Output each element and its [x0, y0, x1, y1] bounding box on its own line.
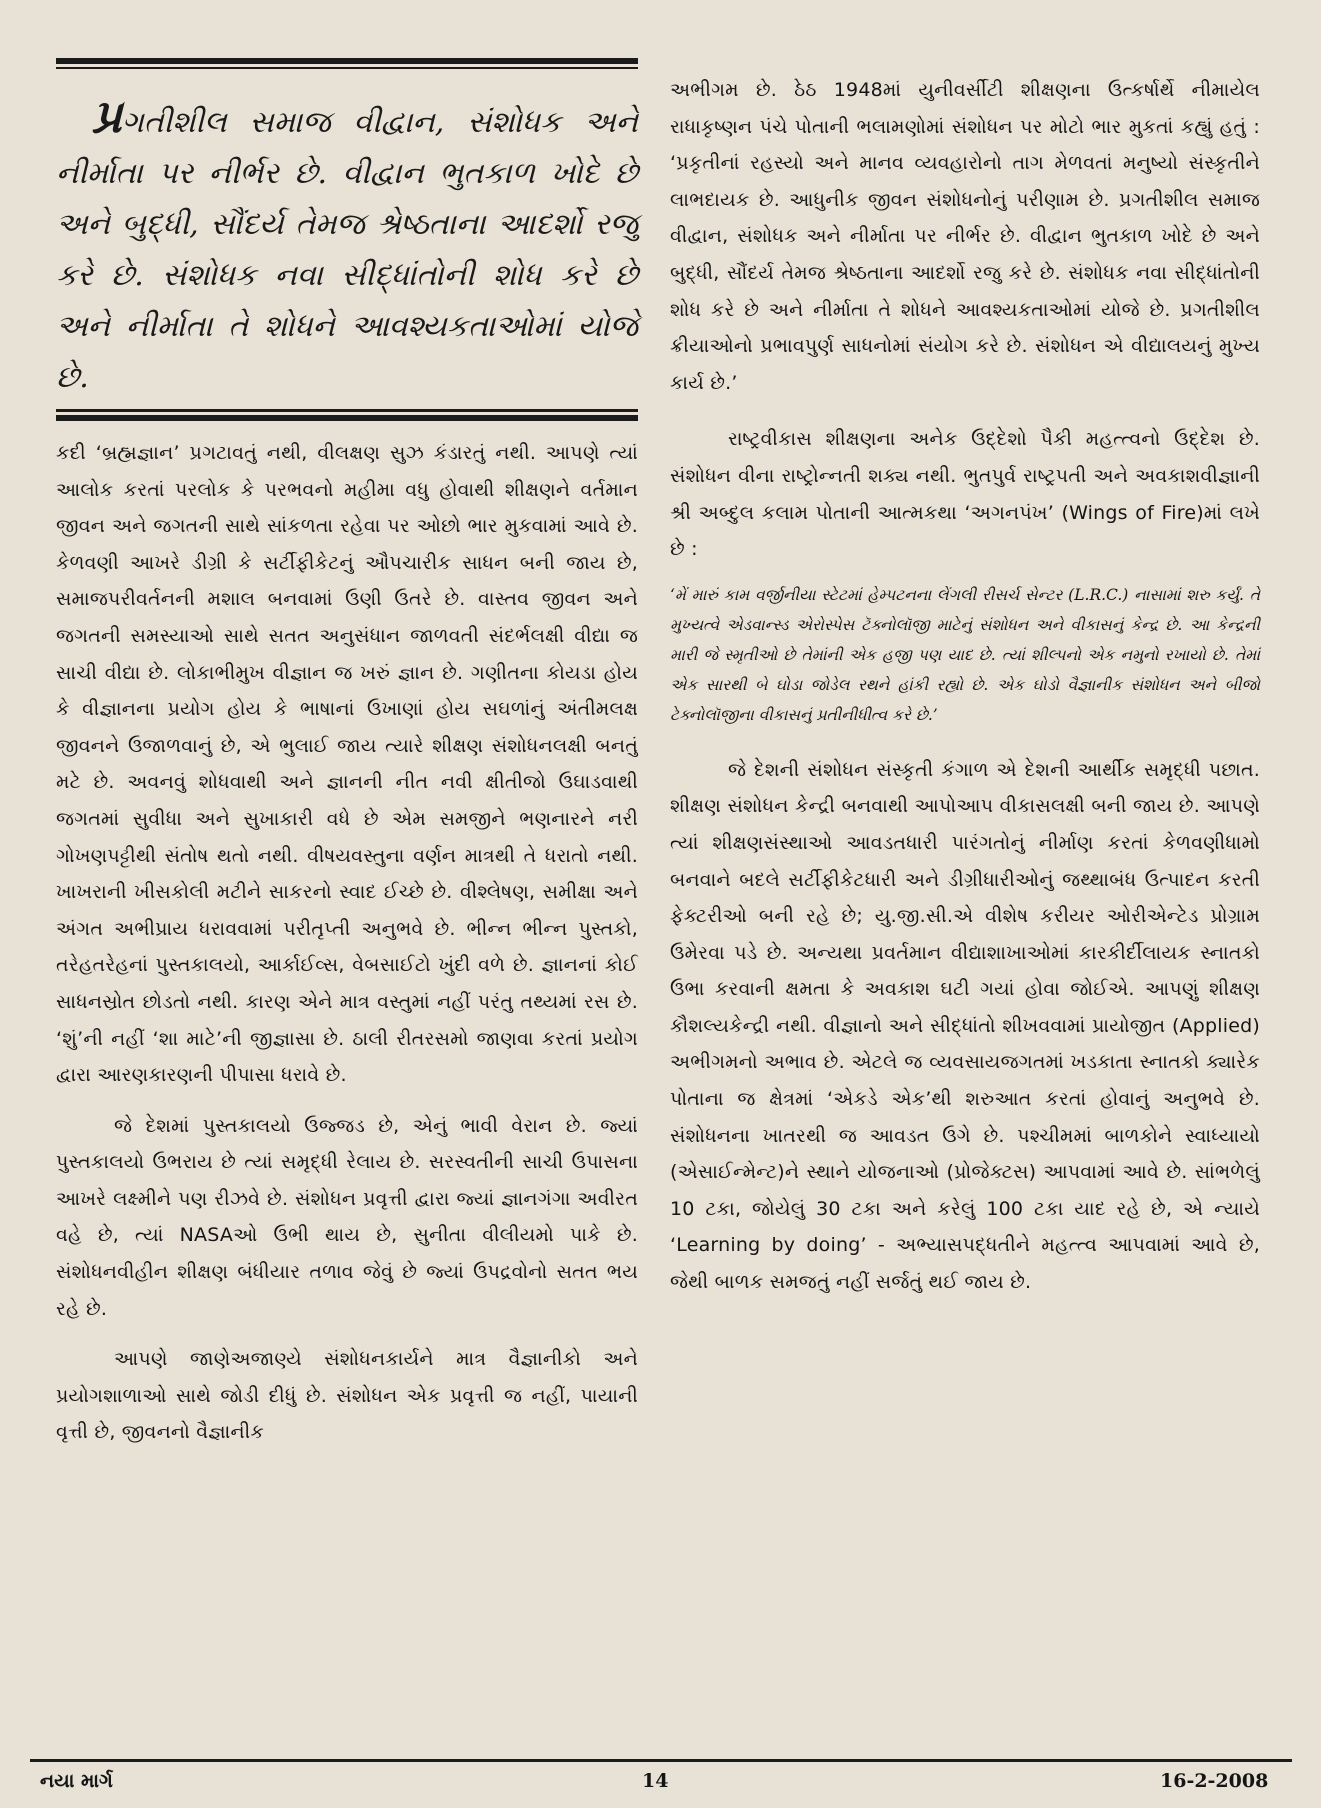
right-paragraph-3: જે દેશની સંશોધન સંસ્કૃતી કંગાળ એ દેશની આર્થીક સમૃદ્ધી પછાત. શીક્ષણ સંશોધન કેન્દ્રી બનવાથી આપોઆપ વીકાસલક્ષી બની જાય છે. આપણે ત્યાં શીક્ષણસંસ્થાઓ આવડતધારી પારંગતોનું નીર્માણ કરતાં કેળવણીધામો બનવાને બદલે સર્ટીફીકેટધારી અને ડીગ્રીધારીઓનું જથ્થાબંધ ઉત્પાદન કરતી ફેક્ટરીઓ બની રહે છે; યુ.જી.સી.એ વીશેષ કરીયર ઓરીએન્ટેડ પ્રોગ્રામ ઉમેરવા પડે છે. અન્યથા પ્રવર્તમાન વીદ્યાશાખાઓમાં કારકીર્દીલાયક સ્નાતકો ઉભા કરવાની ક્ષમતા કે અવકાશ ઘટી ગયાં હોવા જોઈએ. આપણું શીક્ષણ કૌશલ્યકેન્દ્રી નથી. વીજ્ઞાનો અને સીદ્ધાંતો શીખવવામાં પ્રાયોજીત (Applied) અભીગમનો અભાવ છે. એટલે જ વ્યવસાયજગતમાં ખડકાતા સ્નાતકો ક્યારેક પોતાના જ ક્ષેત્રમાં ‘એકડે એક’થી શરુઆત કરતાં હોવાનું અનુભવે છે. સંશોધનના ખાતરથી જ આવડત ઉગે છે. પશ્ચીમમાં બાળકોને સ્વાધ્યાયો (એસાઈન્મેન્ટ)ને સ્થાને યોજનાઓ (પ્રોજેક્ટસ) આપવામાં આવે છે. સાંભળેલું 10 ટકા, જોયેલું 30 ટકા અને કરેલું 100 ટકા યાદ રહે છે, એ ન્યાયે ‘Learning by doing’ - અભ્યાસપદ્ધતીને મહત્ત્વ આપવામાં આવે છે, જેથી બાળક સમજતું નહીં સર્જતું થઈ જાય છે.: [670, 758, 1260, 1294]
left-paragraph-2: જે દેશમાં પુસ્તકાલયો ઉજ્જડ છે, એનું ભાવી વેરાન છે. જ્યાં પુસ્તકાલયો ઉભરાય છે ત્યાં સમૃદ્ધી રેલાય છે. સરસ્વતીની સાચી ઉપાસના આખરે લક્ષ્મીને પણ રીઝવે છે. સંશોધન પ્રવૃત્તી દ્વારા જ્યાં જ્ઞાનગંગા અવીરત વહે છે, ત્યાં NASAઓ ઉભી થાય છે, સુનીતા વીલીયમો પાકે છે. સંશોધનવીહીન શીક્ષણ બંધીયાર તળાવ જેવું છે જ્યાં ઉપદ્રવોનો સતત ભય રહે છે.: [56, 1114, 638, 1320]
right-column: [670, 72, 1260, 1301]
right-paragraph-1: અભીગમ છે. ઠેઠ 1948માં યુનીવર્સીટી શીક્ષણના ઉત્કર્ષાર્થે નીમાયેલ રાધાકૃષ્ણન પંચે પોતાની ભલામણોમાં સંશોધન પર મોટો ભાર મુકતાં કહ્યું હતું : ‘પ્રકૃતીનાં રહસ્યો અને માનવ વ્યવહારોનો તાગ મેળવતાં મનુષ્યો સંસ્કૃતીને લાભદાયક છે. આધુનીક જીવન સંશોધનોનું પરીણામ છે. પ્રગતીશીલ સમાજ વીદ્વાન, સંશોધક અને નીર્માતા પર નીર્ભર છે. વીદ્વાન ભુતકાળ ખોદે છે અને બુદ્ધી, સૌંદર્ય તેમજ શ્રેષ્ઠતાના આદર્શો રજુ કરે છે. સંશોધક નવા સીદ્ધાંતોની શોધ કરે છે અને નીર્માતા તે શોધને આવશ્યકતાઓમાં યોજે છે. પ્રગતીશીલ ક્રીયાઓનો પ્રભાવપુર્ણ સાધનોમાં સંયોગ કરે છે. સંશોધન એ વીદ્યાલયનું મુખ્ય કાર્ય છે.’: [670, 79, 1260, 394]
page-number: 14: [642, 1770, 669, 1792]
pullquote-top-rule-thin: [56, 67, 638, 69]
left-paragraph-3: આપણે જાણેઅજાણ્યે સંશોધનકાર્યને માત્ર વૈજ્ઞાનીકો અને પ્રયોગશાળાઓ સાથે જોડી દીધું છે. સંશોધન એક પ્રવૃત્તી જ નહીં, પાયાની વૃત્તી છે, જીવનનો વૈજ્ઞાનીક: [56, 1348, 638, 1444]
left-paragraph-1: કદી ‘બ્રહ્મજ્ઞાન’ પ્રગટાવતું નથી, વીલક્ષણ સુઝ કંડારતું નથી. આપણે ત્યાં આલોક કરતાં પરલોક કે પરભવનો મહીમા વધુ હોવાથી શીક્ષણને વર્તમાન જીવન અને જગતની સાથે સાંકળતા રહેવા પર ઓછો ભાર મુકવામાં આવે છે. કેળવણી આખરે ડીગ્રી કે સર્ટીફીકેટનું ઔપચારીક સાધન બની જાય છે, સમાજપરીવર્તનની મશાલ બનવામાં ઉણી ઉતરે છે. વાસ્તવ જીવન અને જગતની સમસ્યાઓ સાથે સતત અનુસંધાન જાળવતી સંદર્ભલક્ષી વીદ્યા જ સાચી વીદ્યા છે. લોકાભીમુખ વીજ્ઞાન જ ખરું જ્ઞાન છે. ગણીતના કોયડા હોય કે વીજ્ઞાનના પ્રયોગ હોય કે ભાષાનાં ઉખાણાં હોય સઘળાંનું અંતીમલક્ષ જીવનને ઉજાળવાનું છે, એ ભુલાઈ જાય ત્યારે શીક્ષણ સંશોધનલક્ષી બનતું મટે છે. અવનવું શોધવાથી અને જ્ઞાનની નીત નવી ક્ષીતીજો ઉઘાડવાથી જગતમાં સુવીધા અને સુખાકારી વધે છે એમ સમજીને ભણનારને નરી ગોખણપટ્ટીથી સંતોષ થતો નથી. વીષયવસ્તુના વર્ણન માત્રથી તે ધરાતો નથી. ખાખરાની ખીસકોલી મટીને સાકરનો સ્વાદ ઈચ્છે છે. વીશ્લેષણ, સમીક્ષા અને અંગત અભીપ્રાય ધરાવવામાં પરીતૃપ્તી અનુભવે છે. ભીન્ન ભીન્ન પુસ્તકો, તરેહતરેહનાં પુસ્તકાલયો, આર્કાઈવ્સ, વેબસાઈટો ખુંદી વળે છે. જ્ઞાનનાં કોઈ સાધનસ્રોત છોડતો નથી. કારણ એને માત્ર વસ્તુમાં નહીં પરંતુ તથ્યમાં રસ છે. ‘શું’ની નહીં ‘શા માટે’ની જીજ્ઞાસા છે. ઠાલી રીતરસમો જાણવા કરતાં પ્રયોગ દ્વારા આરણકારણની પીપાસા ધરાવે છે.: [56, 442, 638, 1087]
pullquote-bottom-rule: [56, 415, 638, 421]
pull-quote-dropcap: પ્ર: [92, 89, 122, 143]
pullquote-top-rule: [56, 58, 638, 64]
left-column: [56, 58, 638, 1451]
kalam-quote: ‘મેં મારું કામ વર્જીનીયા સ્ટેટમાં હેમ્પટનના લેંગલી રીસર્ચ સેન્ટર (L.R.C.) નાસામાં શરુ કર્યું. તે મુખ્યત્વે એડવાન્સ્ડ એરોસ્પેસ ટૅક્નોલૉજી માટેનું સંશોધન અને વીકાસનું કેન્દ્ર છે. આ કેન્દ્રની મારી જે સ્મૃતીઓ છે તેમાંની એક હજી પણ યાદ છે. ત્યાં શીલ્પનો એક નમુનો રખાયો છે. તેમાં એક સારથી બે ઘોડા જોડેલ રથને હાંકી રહ્યો છે. એક ઘોડો વૈજ્ઞાનીક સંશોધન અને બીજો ટેક્નોલૉજીના વીકાસનું પ્રતીનીધીત્વ કરે છે.’: [670, 585, 1260, 724]
pull-quote: [56, 91, 638, 403]
pullquote-bottom-rule-thin: [56, 409, 638, 412]
footer-rule: [30, 1759, 1292, 1762]
issue-date: 16-2-2008: [1160, 1770, 1269, 1792]
right-paragraph-2: રાષ્ટ્રવીકાસ શીક્ષણના અનેક ઉદ્દેશો પૈકી મહત્ત્વનો ઉદ્દેશ છે. સંશોધન વીના રાષ્ટ્રોન્નતી શક્ય નથી. ભુતપુર્વ રાષ્ટ્રપતી અને અવકાશવીજ્ઞાની શ્રી અબ્દુલ કલામ પોતાની આત્મકથા ‘અગનપંખ’ (Wings of Fire)માં લખે છે :: [670, 428, 1260, 561]
magazine-name: નયા માર્ગ: [40, 1770, 113, 1792]
pull-quote-text: ગતીશીલ સમાજ વીદ્વાન, સંશોધક અને નીર્માતા પર નીર્ભર છે. વીદ્વાન ભુતકાળ ખોદે છે અને બુદ્ધી, સૌંદર્ય તેમજ શ્રેષ્ઠતાના આદર્શો રજુ કરે છે. સંશોધક નવા સીદ્ધાંતોની શોધ કરે છે અને નીર્માતા તે શોધને આવશ્યકતાઓમાં યોજે છે.: [56, 105, 638, 395]
